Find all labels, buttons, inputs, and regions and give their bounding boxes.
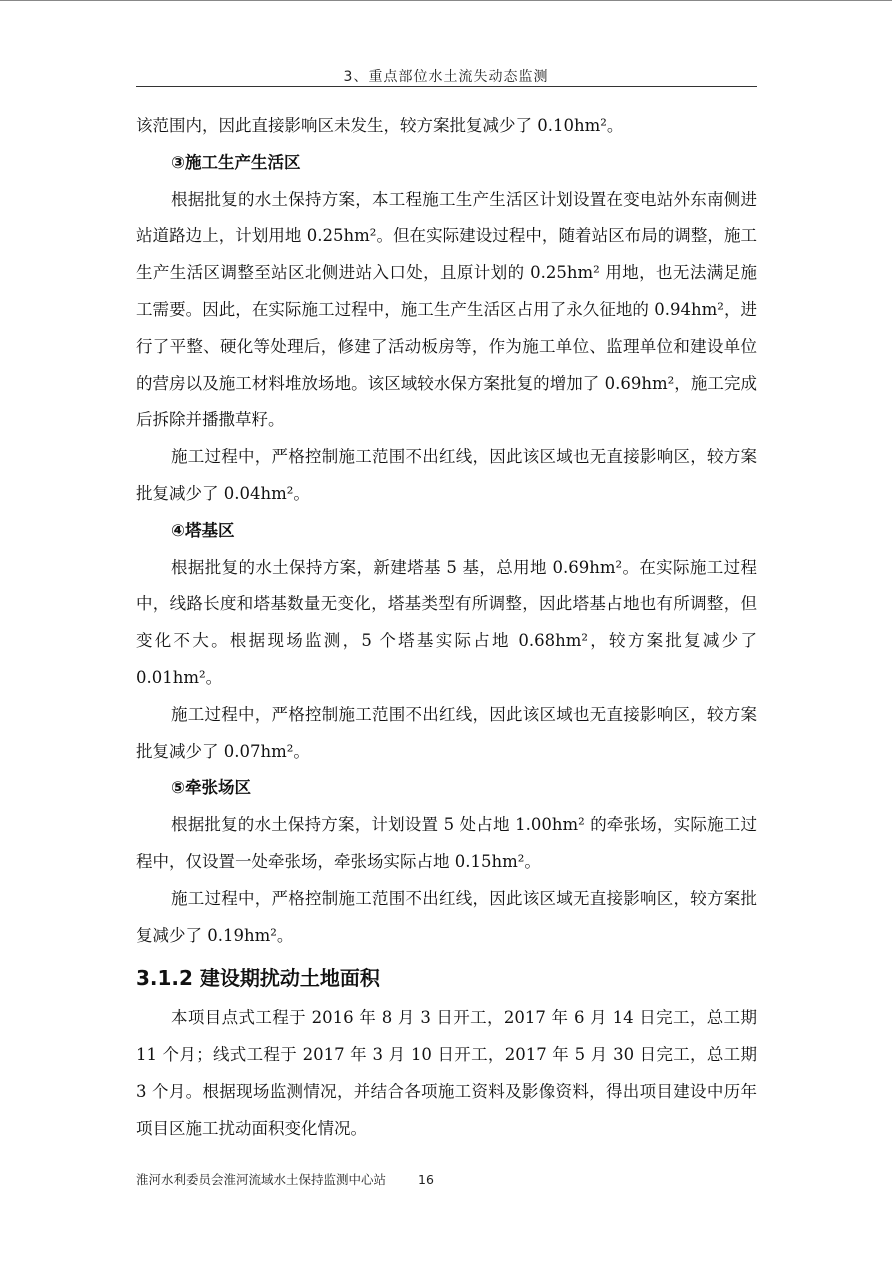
paragraph: 施工过程中，严格控制施工范围不出红线，因此该区域也无直接影响区，较方案批复减少了 0.04hm²。 xyxy=(136,447,757,503)
paragraph: 根据批复的水土保持方案，计划设置 5 处占地 1.00hm² 的牵张场，实际施工过程中，仅设置一处牵张场，牵张场实际占地 0.15hm²。 xyxy=(136,815,757,871)
running-header: 3、重点部位水土流失动态监测 xyxy=(343,69,549,85)
paragraph: 根据批复的水土保持方案，新建塔基 5 基，总用地 0.69hm²。在实际施工过程中，线路长度和塔基数量无变化，塔基类型有所调整，因此塔基占地也有所调整，但变化不大。根据现场监测，5 个塔基实际占地 0.68hm²，较方案批复减少了 0.01hm²。 xyxy=(136,557,757,687)
header-rule xyxy=(136,86,757,87)
footer-organization: 淮河水利委员会淮河流域水土保持监测中心站 xyxy=(136,1172,387,1187)
section-heading-tower-base-area: ④塔基区 xyxy=(171,520,235,540)
paragraph: 施工过程中，严格控制施工范围不出红线，因此该区域也无直接影响区，较方案批复减少了 0.07hm²。 xyxy=(136,704,757,761)
paragraph-continuation: 该范围内，因此直接影响区未发生，较方案批复减少了 0.10hm²。 xyxy=(136,116,624,135)
page-number: 16 xyxy=(418,1172,434,1187)
paragraph: 本项目点式工程于 2016 年 8 月 3 日开工，2017 年 6 月 14 日完工，总工期 11 个月；线式工程于 2017 年 3 月 10 日开工，2017 年 5 月 30 日完工，总工期 3 个月。根据现场监测情况，并结合各项施工资料及影像资料，得出项目建设中历年项目区施工扰动面积变化情况。 xyxy=(136,1008,757,1138)
paragraph: 根据批复的水土保持方案，本工程施工生产生活区计划设置在变电站外东南侧进站道路边上，计划用地 0.25hm²。但在实际建设过程中，随着站区布局的调整，施工生产生活区调整至站区北侧进站入口处，且原计划的 0.25hm² 用地，也无法满足施工需要。因此，在实际施工过程中，施工生产生活区占用了永久征地的 0.94hm²，进行了平整、硬化等处理后，修建了活动板房等，作为施工单位、监理单位和建设单位的营房以及施工材料堆放场地。该区域较水保方案批复的增加了 0.69hm²，施工完成后拆除并播撒草籽。 xyxy=(136,189,757,430)
page-footer xyxy=(136,1170,434,1188)
subsection-heading: 3.1.2 建设期扰动土地面积 xyxy=(136,966,380,991)
section-heading-tension-field-area: ⑤牵张场区 xyxy=(171,778,251,798)
section-heading-construction-living-area: ③施工生产生活区 xyxy=(171,152,301,172)
document-body xyxy=(136,108,757,1148)
paragraph: 施工过程中，严格控制施工范围不出红线，因此该区域无直接影响区，较方案批复减少了 0.19hm²。 xyxy=(136,888,757,945)
top-border-line xyxy=(0,0,892,1)
